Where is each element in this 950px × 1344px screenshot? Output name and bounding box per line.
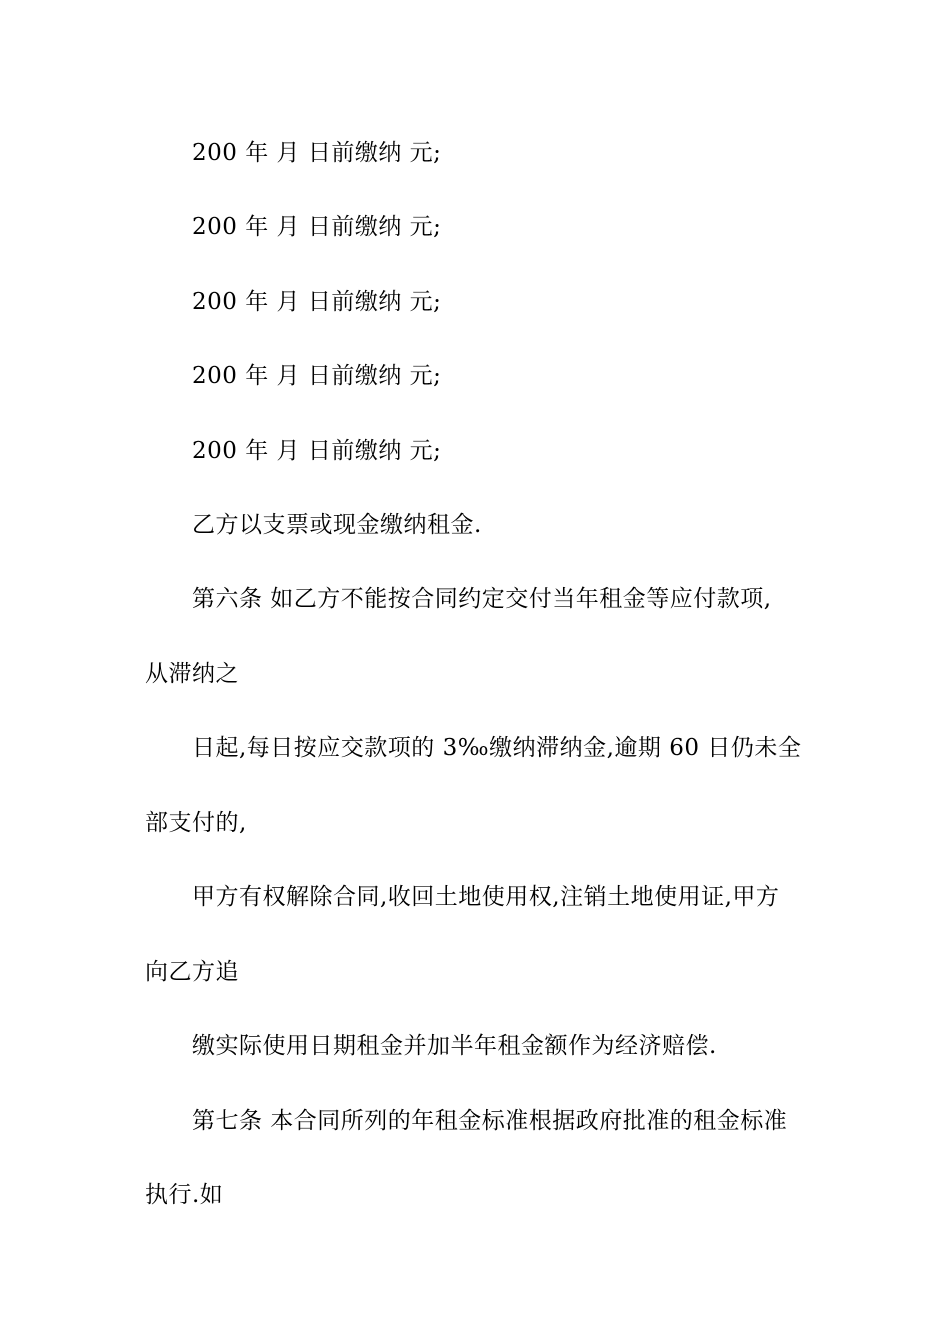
payment-line-2: 200 年 月 日前缴纳 元; <box>192 214 442 240</box>
payment-line-3: 200 年 月 日前缴纳 元; <box>192 289 442 315</box>
article-6-line-3: 日起,每日按应交款项的 3‰缴纳滞纳金,逾期 60 日仍未全 <box>192 735 802 761</box>
payment-line-4: 200 年 月 日前缴纳 元; <box>192 363 442 389</box>
payment-line-1: 200 年 月 日前缴纳 元; <box>192 140 442 166</box>
article-6-line-1: 第六条 如乙方不能按合同约定交付当年租金等应付款项, <box>192 586 772 612</box>
article-6-line-2: 从滞纳之 <box>145 661 239 687</box>
article-6-line-4: 部支付的, <box>145 810 247 836</box>
article-6-line-5: 甲方有权解除合同,收回土地使用权,注销土地使用证,甲方 <box>192 884 780 910</box>
article-7-line-1: 第七条 本合同所列的年租金标准根据政府批准的租金标准 <box>192 1108 788 1134</box>
payment-line-5: 200 年 月 日前缴纳 元; <box>192 438 442 464</box>
article-7-line-2: 执行.如 <box>145 1182 224 1208</box>
article-6-line-6: 向乙方追 <box>145 959 239 985</box>
payment-method-paragraph: 乙方以支票或现金缴纳租金. <box>192 512 482 538</box>
article-6-line-7: 缴实际使用日期租金并加半年租金额作为经济赔偿. <box>192 1033 717 1059</box>
